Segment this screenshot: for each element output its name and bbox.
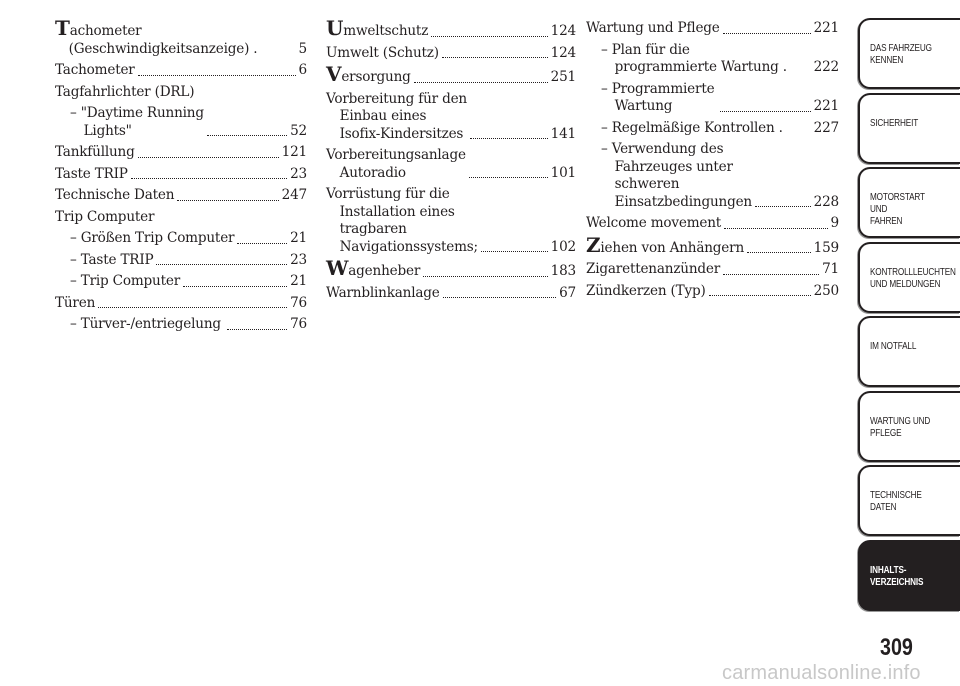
index-column-2 — [326, 16, 576, 306]
index-entry-text — [55, 144, 135, 162]
index-entry-label: – Regelmäßige Kontrollen . — [601, 119, 783, 136]
chapter-tab-label: MOTORSTART UND FAHREN — [870, 191, 925, 227]
dot-leader — [177, 200, 278, 201]
index-entry-text — [586, 20, 720, 38]
chapter-tab[interactable] — [858, 465, 960, 536]
index-entry-page: 221 — [813, 98, 839, 114]
index-entry-page: 124 — [550, 23, 576, 39]
index-entry-text — [326, 147, 466, 182]
chapter-tab[interactable] — [858, 540, 960, 611]
dot-leader — [470, 138, 548, 139]
index-entry-page: 76 — [290, 294, 307, 311]
index-entry — [586, 81, 839, 116]
index-entry-label: – Taste TRIP — [70, 251, 154, 268]
index-entry-label: agenheber — [348, 263, 421, 279]
chapter-tab-label: SICHERHEIT — [870, 116, 919, 129]
dot-leader — [723, 33, 811, 34]
index-entry-label: Welcome movement — [586, 215, 722, 231]
index-entry-label: Zigarettenanzünder — [586, 261, 721, 277]
index-entry — [55, 295, 307, 313]
index-entry-text — [586, 283, 706, 301]
chapter-tab-label: WARTUNG UND PFLEGE — [870, 414, 931, 439]
section-initial: Z — [586, 232, 601, 257]
index-entry-text — [55, 166, 128, 184]
index-entry-text — [586, 232, 745, 258]
index-entry — [586, 232, 839, 258]
index-entry-page: 124 — [550, 44, 576, 61]
index-entry-label: Tachometer — [55, 62, 135, 78]
section-initial: V — [326, 62, 342, 86]
index-entry-page: 23 — [290, 251, 307, 268]
dot-leader — [723, 274, 819, 275]
dot-leader — [237, 243, 287, 244]
index-entry-text — [55, 295, 95, 313]
chapter-tab[interactable] — [858, 93, 960, 164]
index-entry-text — [70, 252, 153, 270]
index-entry-page: 221 — [813, 20, 839, 36]
index-entry-text — [55, 84, 194, 102]
index-column-3 — [586, 20, 839, 304]
index-entry — [326, 45, 576, 63]
index-entry-label: Umwelt (Schutz) — [326, 44, 439, 61]
dot-leader — [720, 111, 810, 112]
index-entry-text — [326, 186, 478, 256]
index-entry-label: Warnblinkanlage — [326, 284, 440, 301]
chapter-tab[interactable] — [858, 391, 960, 462]
index-entry — [326, 91, 576, 144]
dot-leader — [183, 286, 287, 287]
index-entry-page: 9 — [830, 215, 839, 231]
dot-leader — [207, 135, 287, 136]
index-entry-text — [586, 215, 721, 233]
index-entry-page: 251 — [550, 69, 576, 85]
index-entry-text — [326, 285, 440, 303]
index-entry — [55, 316, 307, 334]
chapter-tab[interactable] — [858, 242, 960, 313]
index-entry-label: Türen — [55, 294, 96, 311]
index-entry — [326, 256, 576, 281]
index-entry-page: 250 — [813, 282, 839, 299]
index-entry — [586, 141, 839, 211]
index-entry — [55, 62, 307, 80]
index-entry-label: Taste TRIP — [55, 165, 128, 182]
index-entry — [586, 42, 839, 77]
index-entry-page: 67 — [559, 284, 576, 301]
index-entry-page: 222 — [813, 59, 839, 75]
index-entry-text — [55, 16, 258, 58]
index-entry-text — [326, 16, 429, 41]
index-entry-text — [601, 42, 787, 77]
index-entry-label: iehen von Anhängern — [600, 239, 745, 256]
chapter-tab[interactable] — [858, 167, 960, 238]
chapter-tab-label: TECHNISCHE DATEN — [870, 489, 922, 513]
index-entry-text — [601, 81, 717, 116]
dot-leader — [227, 329, 287, 330]
index-entry — [326, 147, 576, 182]
dot-leader — [423, 276, 548, 277]
index-entry-label: Trip Computer — [55, 208, 155, 225]
index-entry — [55, 230, 307, 248]
index-entry — [586, 215, 839, 233]
index-entry-label: – Trip Computer — [70, 273, 180, 289]
dot-leader — [481, 251, 548, 252]
chapter-tab-label: KONTROLLLEUCHTEN UND MELDUNGEN — [870, 265, 956, 290]
dot-leader — [414, 82, 548, 83]
index-entry — [586, 120, 839, 138]
index-entry-label: Tankfüllung — [55, 144, 135, 160]
index-entry-page: 6 — [298, 62, 307, 78]
chapter-tab-label: INHALTS- VERZEICHNIS — [870, 563, 924, 588]
index-entry-text — [55, 209, 154, 227]
chapter-tab-label: DAS FAHRZEUG KENNEN — [870, 42, 932, 66]
section-initial: U — [326, 16, 344, 40]
chapter-tab-label: IM NOTFALL — [870, 340, 917, 352]
index-entry-page: 21 — [290, 273, 307, 289]
index-entry-text — [601, 141, 752, 211]
index-entry-text — [70, 230, 234, 248]
index-entry-page: 52 — [290, 122, 307, 139]
index-entry-label: Tagfahrlichter (DRL) — [55, 83, 195, 100]
index-entry-page: 228 — [813, 193, 839, 210]
index-entry — [55, 209, 307, 227]
index-entry-label: ersorgung — [341, 69, 411, 85]
index-entry — [55, 252, 307, 270]
dot-leader — [138, 157, 279, 158]
index-entry-text — [70, 105, 204, 140]
dot-leader — [443, 297, 556, 298]
dot-leader — [156, 264, 287, 265]
index-entry — [55, 166, 307, 184]
section-initial: T — [55, 16, 70, 40]
chapter-tab[interactable] — [858, 316, 960, 387]
index-column-1 — [55, 16, 307, 338]
index-entry-label: Zündkerzen (Typ) — [586, 282, 706, 299]
index-entry-text — [55, 62, 135, 80]
index-entry-label: – "Daytime Running Lights" — [70, 105, 204, 139]
chapter-tabs — [858, 18, 960, 614]
section-initial: W — [326, 256, 349, 280]
index-entry-page: 159 — [813, 239, 839, 256]
index-entry-page: 23 — [290, 165, 307, 182]
index-entry-label: Vorrüstung für die Installation eines tragbaren Navigationssystems; — [326, 186, 478, 255]
index-entry — [55, 144, 307, 162]
index-entry-page: 76 — [290, 316, 307, 332]
index-entry-label: – Größen Trip Computer — [70, 230, 235, 246]
index-entry — [326, 285, 576, 303]
index-entry — [326, 16, 576, 41]
index-entry — [586, 20, 839, 38]
dot-leader — [724, 228, 827, 229]
index-entry-label: mweltschutz — [343, 23, 429, 39]
index-entry — [55, 16, 307, 58]
index-entry-label: – Verwendung des Fahrzeuges unter schweren Einsatzbedingungen — [601, 141, 752, 210]
index-entry-page: 21 — [290, 230, 307, 246]
index-entry-page: 227 — [813, 119, 839, 136]
dot-leader — [138, 75, 296, 76]
index-entry-label: achometer (Geschwindigkeitsanzeige) . — [68, 23, 258, 57]
index-entry-page: 141 — [550, 125, 576, 142]
index-entry — [326, 186, 576, 256]
chapter-tab[interactable] — [858, 18, 960, 89]
index-entry — [586, 261, 839, 279]
dot-leader — [442, 57, 548, 58]
index-entry-text — [70, 273, 180, 291]
page-number: 309 — [880, 634, 913, 661]
index-entry-text — [70, 316, 224, 334]
index-entry-label: Vorbereitungsanlage Autoradio — [326, 147, 466, 181]
index-entry-page: 102 — [550, 238, 576, 255]
index-entry-label: – Türver-/entriegelung — [70, 316, 221, 332]
index-entry-page: 71 — [822, 261, 839, 277]
index-entry-text — [55, 187, 174, 205]
index-entry-page: 183 — [550, 263, 576, 279]
index-entry — [55, 105, 307, 140]
index-entry-text — [326, 45, 439, 63]
dot-leader — [469, 177, 548, 178]
index-entry — [55, 84, 307, 102]
index-entry-page: 247 — [281, 187, 307, 203]
index-entry-page: 5 — [298, 40, 307, 57]
index-entry — [55, 187, 307, 205]
index-entry-text — [326, 91, 467, 144]
index-entry — [55, 273, 307, 291]
index-entry-text — [586, 261, 720, 279]
dot-leader — [755, 206, 811, 207]
dot-leader — [131, 178, 287, 179]
dot-leader — [747, 252, 811, 253]
index-entry-label: Vorbereitung für den Einbau eines Isofix-Kindersitzes — [326, 90, 467, 142]
index-entry-page: 101 — [550, 164, 576, 181]
dot-leader — [98, 307, 287, 308]
dot-leader — [431, 36, 547, 37]
index-entry-page: 121 — [281, 144, 307, 160]
watermark: carmanualsonline.info — [722, 662, 921, 684]
index-entry — [586, 283, 839, 301]
index-entry-label: Wartung und Pflege — [586, 20, 720, 36]
dot-leader — [709, 295, 811, 296]
index-entry — [326, 62, 576, 87]
index-entry-label: Technische Daten — [55, 187, 175, 203]
index-entry-text — [601, 120, 783, 138]
index-entry-label: – Plan für die programmierte Wartung . — [601, 41, 787, 75]
index-entry-text — [326, 62, 411, 87]
index-entry-label: – Programmierte Wartung — [601, 80, 715, 114]
index-entry-text — [326, 256, 421, 281]
